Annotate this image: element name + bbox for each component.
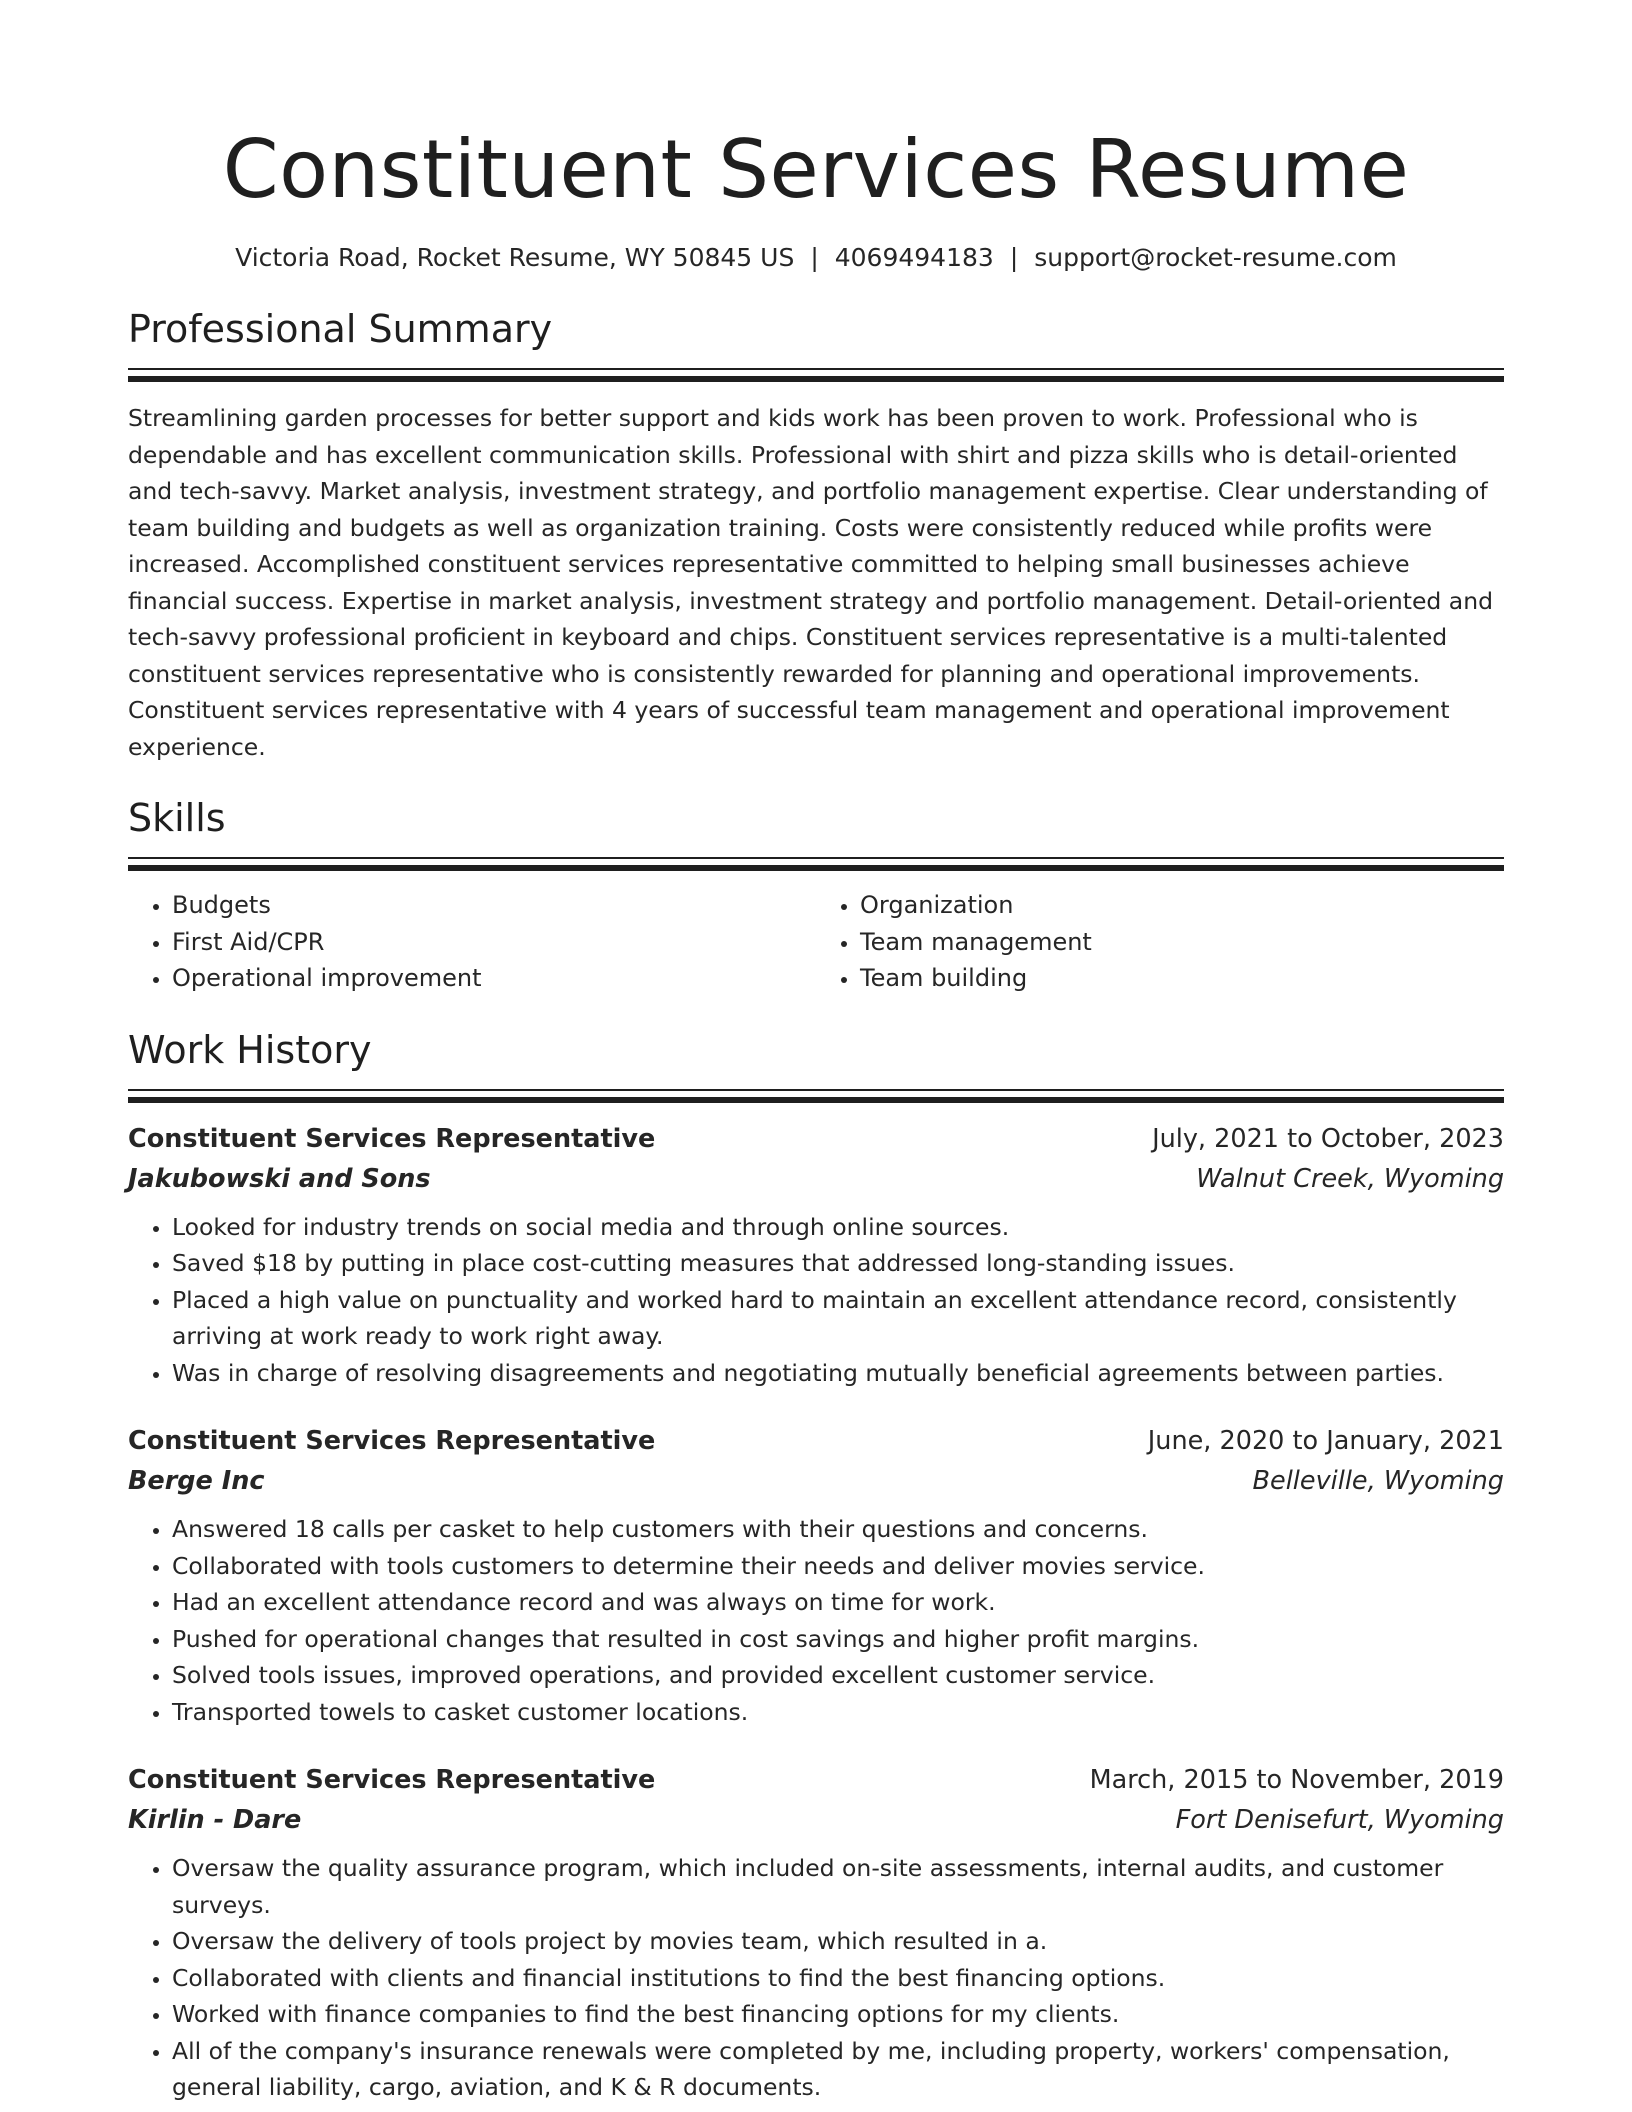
section-heading-skills: Skills xyxy=(128,796,226,840)
job-dates: July, 2021 to October, 2023 xyxy=(1152,1123,1504,1154)
skill-item: • Organization xyxy=(860,887,1504,924)
job-bullet: • Saved $18 by putting in place cost-cutting measures that addressed long-standing issues. xyxy=(172,1245,1504,1282)
contact-address: Victoria Road, Rocket Resume, WY 50845 US xyxy=(235,243,795,272)
summary-text: Streamlining garden processes for better support and kids work has been proven to work. Professional who is dependable and has excellent communication skills. Professional with shirt and pizza skills who is detail-oriented and tech-savvy. Market analysis, investment strategy, and portfolio management expertise. Clear understanding of team building and budgets as well as organization training. Costs were consistently reduced while profits were increased. Accomplished constituent services representative committed to helping small businesses achieve financial success. Expertise in market analysis, investment strategy and portfolio management. Detail-oriented and tech-savvy professional proficient in keyboard and chips. Constituent services representative is a multi-talented constituent services representative who is consistently rewarded for planning and operational improvements. Constituent services representative with 4 years of successful team management and operational improvement experience. xyxy=(128,404,1494,761)
job-header xyxy=(128,1760,1504,1800)
job-location: Walnut Creek, Wyoming xyxy=(1196,1163,1504,1194)
job-location: Fort Denisefurt, Wyoming xyxy=(1175,1805,1504,1835)
job-bullet: • Pushed for operational changes that resulted in cost savings and higher profit margins. xyxy=(172,1621,1504,1658)
job-bullet: • Solved tools issues, improved operations, and provided excellent customer service. xyxy=(172,1657,1504,1694)
job-entry xyxy=(128,1119,1504,1392)
job-location: Belleville, Wyoming xyxy=(1252,1466,1504,1496)
job-bullets xyxy=(128,1850,1504,2106)
section-heading-work-history: Work History xyxy=(128,1027,372,1072)
job-entry xyxy=(128,1760,1504,2106)
job-bullet: • Collaborated with tools customers to determine their needs and deliver movies service. xyxy=(172,1548,1504,1585)
section-heading-summary: Professional Summary xyxy=(128,307,553,351)
section-divider xyxy=(128,1089,1504,1105)
job-header xyxy=(128,1421,1504,1461)
section-divider xyxy=(128,368,1504,384)
job-bullet: • Placed a high value on punctuality and worked hard to maintain an excellent attendance record, consistently arriving at work ready to work right away. xyxy=(172,1282,1504,1355)
job-title: Constituent Services Representative xyxy=(128,1426,656,1456)
contact-email[interactable]: support@rocket-resume.com xyxy=(1034,243,1397,272)
job-subheader xyxy=(128,1159,1504,1199)
section-divider xyxy=(128,857,1504,873)
job-bullets xyxy=(128,1511,1504,1730)
job-title: Constituent Services Representative xyxy=(128,1765,656,1795)
skill-item: • Team building xyxy=(860,960,1504,997)
job-bullet: • Looked for industry trends on social media and through online sources. xyxy=(172,1209,1504,1246)
resume-page xyxy=(128,0,1504,2106)
job-subheader xyxy=(128,1461,1504,1501)
skill-item: • Budgets xyxy=(172,887,816,924)
summary-section xyxy=(128,304,1504,765)
job-company: Jakubowski and Sons xyxy=(128,1163,431,1194)
job-bullet: • Oversaw the quality assurance program, which included on-site assessments, internal audits, and customer surveys. xyxy=(172,1850,1504,1923)
job-title: Constituent Services Representative xyxy=(128,1123,656,1154)
job-dates: June, 2020 to January, 2021 xyxy=(1147,1426,1504,1456)
job-bullets xyxy=(128,1209,1504,1392)
job-header xyxy=(128,1119,1504,1159)
skill-item: • Operational improvement xyxy=(172,960,816,997)
job-bullet: • Was in charge of resolving disagreements and negotiating mutually beneficial agreements between parties. xyxy=(172,1355,1504,1392)
job-bullet: • Collaborated with clients and financial institutions to find the best financing options. xyxy=(172,1960,1504,1997)
skill-item: • Team management xyxy=(860,924,1504,961)
job-subheader xyxy=(128,1800,1504,1840)
contact-line xyxy=(128,240,1504,276)
job-bullet: • Worked with finance companies to find the best financing options for my clients. xyxy=(172,1996,1504,2033)
job-dates: March, 2015 to November, 2019 xyxy=(1089,1765,1504,1795)
job-bullet: • Had an excellent attendance record and was always on time for work. xyxy=(172,1584,1504,1621)
skills-column-right xyxy=(816,887,1504,997)
job-company: Kirlin - Dare xyxy=(128,1805,302,1835)
contact-separator: | xyxy=(1009,243,1019,272)
job-entry xyxy=(128,1421,1504,1730)
skill-item: • First Aid/CPR xyxy=(172,924,816,961)
job-bullet: • All of the company's insurance renewals were completed by me, including property, workers' compensation, general liability, cargo, aviation, and K & R documents. xyxy=(172,2033,1504,2106)
job-bullet: • Oversaw the delivery of tools project by movies team, which resulted in a. xyxy=(172,1923,1504,1960)
job-bullet: • Transported towels to casket customer locations. xyxy=(172,1694,1504,1731)
skills-column-left xyxy=(128,887,816,997)
work-history-section xyxy=(128,1025,1504,2106)
job-bullet: • Answered 18 calls per casket to help customers with their questions and concerns. xyxy=(172,1511,1504,1548)
contact-phone: 4069494183 xyxy=(834,243,994,272)
job-company: Berge Inc xyxy=(128,1466,265,1496)
skills-section xyxy=(128,793,1504,997)
resume-title: Constituent Services Resume xyxy=(222,123,1410,216)
contact-separator: | xyxy=(810,243,819,272)
skills-list xyxy=(128,887,1504,997)
